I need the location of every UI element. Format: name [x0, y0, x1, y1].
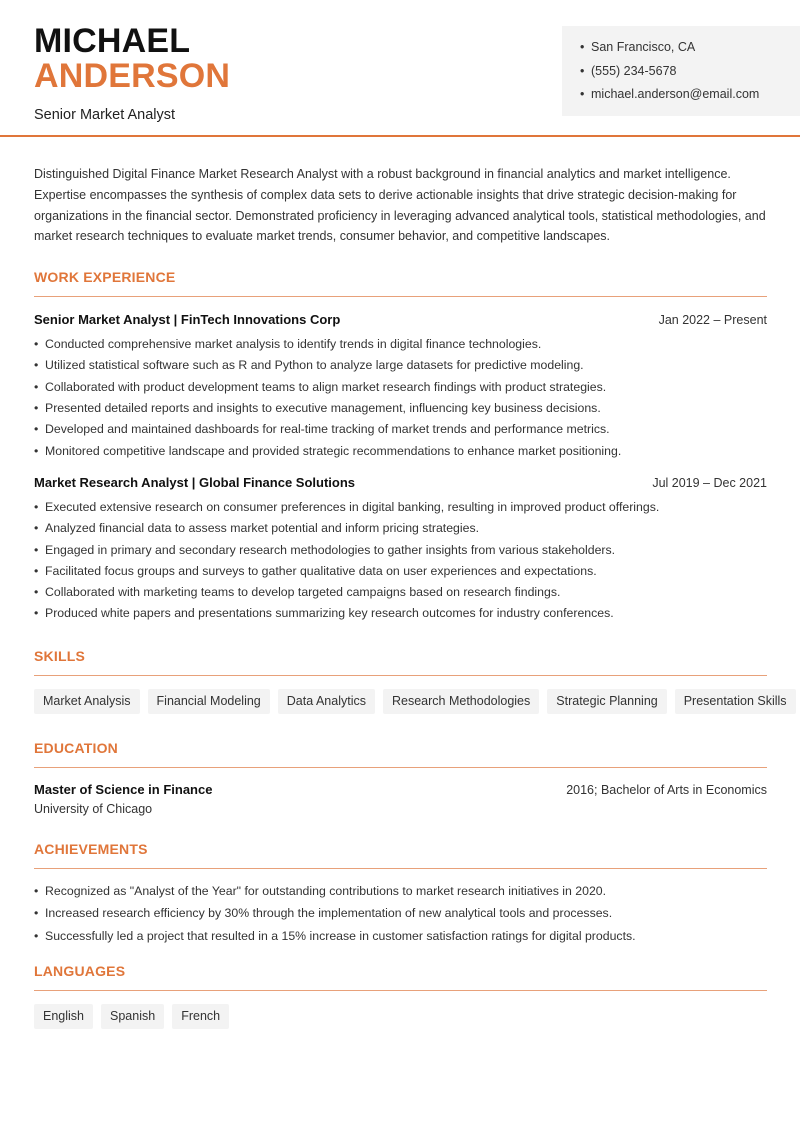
language-tag: English — [34, 1004, 93, 1029]
bullet-icon: • — [34, 585, 39, 600]
resume-content — [34, 137, 787, 1029]
section-title-education: EDUCATION — [34, 739, 118, 756]
job-bullets — [34, 336, 767, 464]
list-item-text: Conducted comprehensive market analysis to identify trends in digital finance technologies. — [45, 337, 542, 352]
skill-tag: Market Analysis — [34, 689, 140, 714]
bullet-icon: • — [34, 358, 39, 373]
bullet-icon: • — [34, 606, 39, 621]
list-item — [34, 563, 767, 584]
bullet-icon: • — [34, 443, 39, 458]
job-dates: Jul 2019 – Dec 2021 — [652, 475, 767, 490]
bullet-icon: • — [580, 40, 585, 54]
list-item-text: Analyzed financial data to assess market potential and inform pricing strategies. — [45, 521, 480, 536]
education-header — [34, 782, 767, 797]
contact-box — [562, 26, 800, 116]
job-entry — [34, 312, 767, 464]
skills-section — [34, 647, 787, 714]
bullet-icon: • — [34, 906, 39, 921]
list-item — [34, 905, 767, 928]
job-bullets — [34, 499, 767, 627]
job-role: Senior Market Analyst | FinTech Innovations Corp — [34, 312, 341, 328]
language-tag: Spanish — [101, 1004, 164, 1029]
work-section — [34, 269, 767, 627]
list-item-text: Increased research efficiency by 30% through the implementation of new analytical tools and processes. — [45, 906, 613, 921]
list-item — [34, 520, 767, 541]
list-item-text: Recognized as "Analyst of the Year" for outstanding contributions to market research initiatives in 2020. — [45, 883, 607, 898]
list-item-text: Collaborated with marketing teams to develop targeted campaigns based on research findings. — [45, 585, 561, 600]
languages-section — [34, 963, 767, 1029]
bullet-icon: • — [34, 883, 39, 898]
bullet-icon: • — [34, 422, 39, 437]
list-item — [34, 443, 767, 464]
section-title-work: WORK EXPERIENCE — [34, 269, 176, 286]
list-item — [34, 357, 767, 378]
job-header — [34, 475, 767, 490]
contact-email — [580, 86, 800, 110]
list-item — [34, 584, 767, 605]
list-item — [34, 499, 767, 520]
list-item — [34, 542, 767, 563]
list-item-text: Monitored competitive landscape and provided strategic recommendations to enhance market positioning. — [45, 443, 622, 458]
contact-location-text: San Francisco, CA — [591, 40, 696, 54]
contact-phone — [580, 63, 800, 87]
achievements-section — [34, 841, 767, 951]
contact-location — [580, 39, 800, 63]
resume-header — [0, 0, 800, 137]
list-item-text: Utilized statistical software such as R and Python to analyze large datasets for predictive modeling. — [45, 358, 584, 373]
section-title-skills: SKILLS — [34, 647, 85, 664]
list-item — [34, 605, 767, 626]
list-item-text: Facilitated focus groups and surveys to gather qualitative data on user experiences and expectations. — [45, 563, 597, 578]
skill-tag: Strategic Planning — [547, 689, 666, 714]
list-item-text: Produced white papers and presentations summarizing key research outcomes for industry conferences. — [45, 606, 614, 621]
job-entry — [34, 475, 767, 627]
list-item-text: Collaborated with product development teams to align market research findings with product strategies. — [45, 379, 607, 394]
list-item — [34, 883, 767, 906]
last-name: ANDERSON — [34, 57, 231, 95]
list-item — [34, 421, 767, 442]
bullet-icon: • — [34, 928, 39, 943]
bullet-icon: • — [34, 521, 39, 536]
section-title-achievements: ACHIEVEMENTS — [34, 840, 148, 857]
section-divider — [34, 868, 767, 869]
bullet-icon: • — [580, 87, 585, 101]
list-item-text: Successfully led a project that resulted in a 15% increase in customer satisfaction ratings for digital products. — [45, 928, 636, 943]
first-name: MICHAEL — [34, 22, 191, 60]
contact-email-text: michael.anderson@email.com — [591, 87, 760, 101]
bullet-icon: • — [580, 63, 585, 78]
section-divider — [34, 990, 767, 991]
bullet-icon: • — [34, 563, 39, 578]
list-item-text: Presented detailed reports and insights to executive management, influencing key business decisions. — [45, 401, 601, 416]
list-item — [34, 928, 767, 951]
skills-tags — [34, 689, 787, 714]
contact-phone-text: (555) 234-5678 — [591, 63, 677, 78]
skill-tag: Data Analytics — [278, 689, 375, 714]
education-detail: 2016; Bachelor of Arts in Economics — [566, 782, 767, 797]
list-item — [34, 379, 767, 400]
bullet-icon: • — [34, 542, 39, 557]
skill-tag: Financial Modeling — [148, 689, 270, 714]
section-divider — [34, 675, 767, 676]
list-item-text: Developed and maintained dashboards for real-time tracking of market trends and performance metrics. — [45, 422, 610, 437]
education-school: University of Chicago — [34, 801, 153, 816]
job-role: Market Research Analyst | Global Finance Solutions — [34, 474, 356, 490]
bullet-icon: • — [34, 401, 39, 416]
bullet-icon: • — [34, 379, 39, 394]
achievements-list — [34, 883, 767, 951]
list-item-text: Executed extensive research on consumer preferences in digital banking, resulting in improved product offerings. — [45, 499, 660, 514]
skill-tag: Presentation Skills — [675, 689, 796, 714]
list-item — [34, 400, 767, 421]
education-section — [34, 740, 767, 816]
education-degree: Master of Science in Finance — [34, 781, 213, 797]
bullet-icon: • — [34, 337, 39, 352]
languages-tags — [34, 1004, 767, 1029]
job-header — [34, 312, 767, 327]
language-tag: French — [172, 1004, 229, 1029]
bullet-icon: • — [34, 499, 39, 514]
section-divider — [34, 296, 767, 297]
summary: Distinguished Digital Finance Market Research Analyst with a robust background in financial analytics and market intelligence. Expertise encompasses the synthesis of complex data sets to derive actionable insights that drive strategic decision-making for organizations in the financial sector. Demonstrated proficiency in leveraging advanced analytical tools, statistical methodologies, and market research techniques to evaluate market trends, consumer behavior, and competitive landscapes. — [34, 167, 766, 244]
job-title: Senior Market Analyst — [34, 107, 176, 123]
list-item-text: Engaged in primary and secondary research methodologies to gather insights from various stakeholders. — [45, 542, 616, 557]
list-item — [34, 336, 767, 357]
name-block — [34, 24, 230, 123]
section-title-languages: LANGUAGES — [34, 963, 126, 980]
job-dates: Jan 2022 – Present — [658, 313, 767, 328]
skill-tag: Research Methodologies — [383, 689, 539, 714]
section-divider — [34, 767, 767, 768]
